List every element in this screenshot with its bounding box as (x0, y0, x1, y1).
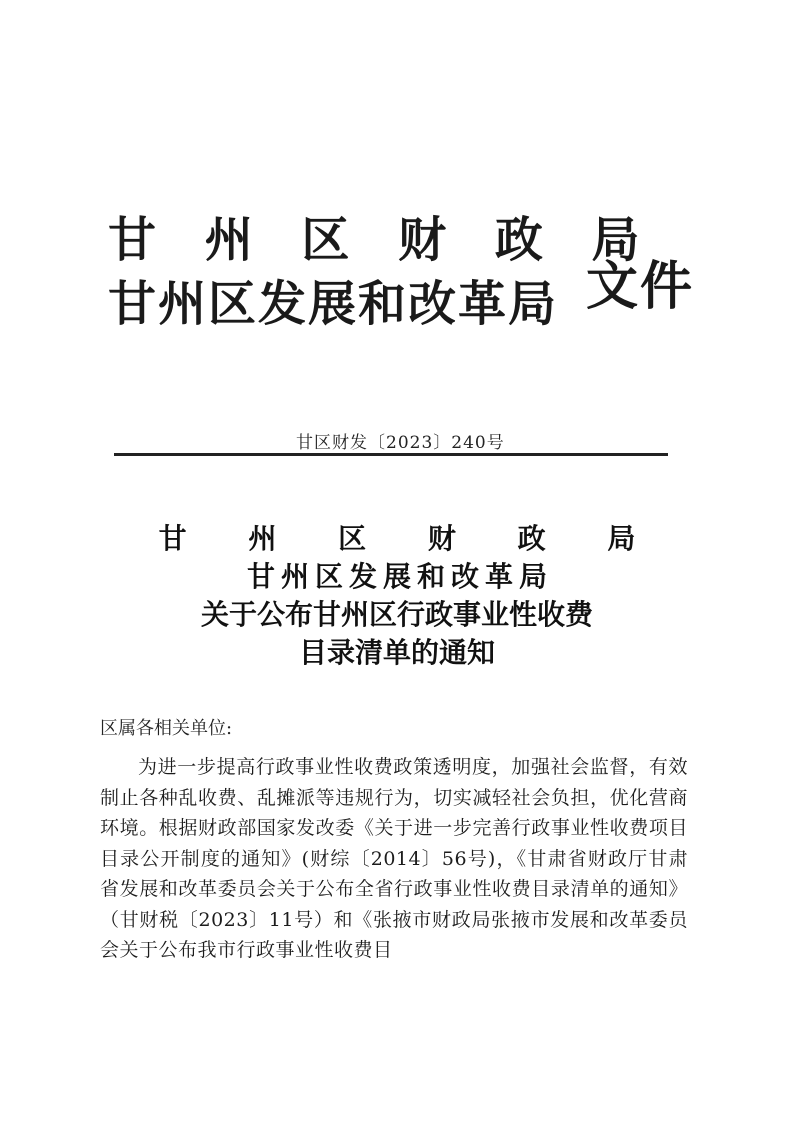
title-line-1: 甘 州 区 财 政 局 (158, 522, 662, 555)
organ-finance-bureau: 甘 州 区 财 政 局 (108, 212, 656, 268)
title-line-3: 关于公布甘州区行政事业性收费 (200, 598, 593, 631)
header-divider (114, 453, 668, 456)
notice-title (0, 520, 794, 672)
body-paragraph: 为进一步提高行政事业性收费政策透明度，加强社会监督，有效制止各种乱收费、乱摊派等违规行为，切实减轻社会负担，优化营商环境。根据财政部国家发改委《关于进一步完善行政事业性收费项目目录公开制度的通知》(财综〔2014〕56号)，《甘肃省财政厅甘肃省发展和改革委员会关于公布全省行政事业性收费目录清单的通知》（甘财税〔2023〕11号）和《张掖市财政局张掖市发展和改革委员会关于公布我市行政事业性收费目 (100, 756, 688, 961)
document-number: 甘区财发〔2023〕240号 (296, 433, 505, 453)
organ-development-reform-bureau: 甘州区发展和改革局 (108, 276, 559, 332)
title-line-2: 甘州区发展和改革局 (246, 560, 553, 593)
salutation: 区属各相关单位: (100, 718, 233, 739)
title-line-4: 目录清单的通知 (298, 636, 495, 669)
document-suffix: 文件 (586, 257, 695, 317)
